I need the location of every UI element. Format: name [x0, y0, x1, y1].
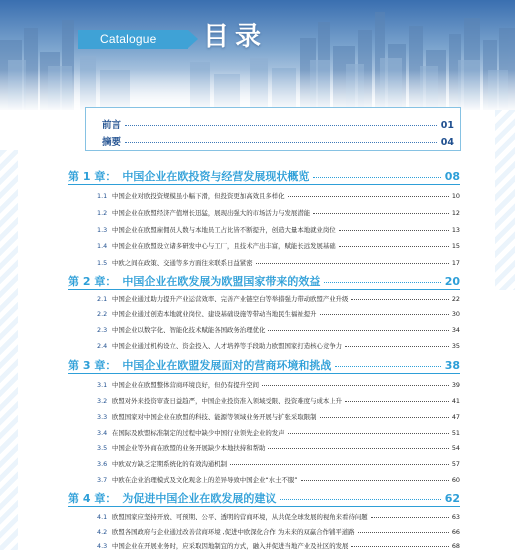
toc-entry-page: 01	[440, 120, 454, 131]
item-text: 欧盟国家对中国企业在欧盟的科技、能源等领域业务开展与扩张采取限制	[112, 413, 317, 421]
chapter-page: 20	[444, 275, 460, 288]
item-page: 10	[451, 192, 460, 200]
dot-leader	[324, 282, 440, 283]
dot-leader	[268, 448, 448, 449]
item-number: 1.2	[97, 209, 108, 217]
toc-item[interactable]	[97, 325, 460, 337]
toc-item[interactable]	[97, 294, 460, 306]
dot-leader	[371, 517, 449, 518]
dot-leader	[230, 464, 449, 465]
item-page: 13	[451, 226, 460, 234]
banner-fade-overlay	[0, 70, 515, 110]
chapter-number: 第 1 章：	[68, 170, 117, 183]
toc-item[interactable]	[97, 443, 460, 455]
dot-leader	[256, 263, 449, 264]
toc-item[interactable]	[97, 241, 460, 253]
item-page: 35	[451, 342, 460, 350]
item-number: 2.2	[97, 310, 108, 318]
item-text: 中欧在企业治理模式及文化观念上的差异导致中国企业“水土不服”	[112, 476, 298, 484]
dot-leader	[345, 346, 449, 347]
front-matter-box	[85, 107, 461, 151]
dot-leader	[351, 546, 448, 547]
chapter-page: 08	[444, 170, 460, 183]
item-text: 中欧双方缺乏定期系统化的有效沟通机制	[112, 460, 228, 468]
item-page: 15	[451, 242, 460, 250]
dot-leader	[313, 177, 440, 178]
toc-entry-label: 摘要	[102, 137, 122, 148]
item-text: 中国企业在欧盟整体营商环境良好，但仍有提升空间	[112, 381, 259, 389]
dot-leader	[125, 125, 437, 126]
item-page: 22	[451, 295, 460, 303]
item-number: 1.3	[97, 226, 108, 234]
chapter-divider	[68, 506, 460, 507]
item-number: 3.3	[97, 413, 108, 421]
item-text: 中国企业在欧盟雇佣员人数与本地员工占比皆不断提升，创造大量本地就业岗位	[112, 226, 336, 234]
toc-item[interactable]	[97, 309, 460, 321]
item-number: 2.3	[97, 326, 108, 334]
item-page: 39	[451, 381, 460, 389]
item-text: 在国际及欧盟标准制定的过程中缺少中国行业领先企业的发声	[112, 429, 285, 437]
item-page: 63	[451, 513, 460, 521]
chapter-title: 中国企业在欧投资与经营发展现状概览	[122, 170, 310, 183]
item-text: 欧盟各国政府与企业通过改善营商环境 ,促进中欧深化合作 为未来的双赢合作铺平道路	[112, 528, 355, 536]
header-banner	[0, 0, 515, 110]
item-page: 57	[451, 460, 460, 468]
dot-leader	[339, 246, 449, 247]
toc-item[interactable]	[97, 512, 460, 524]
item-text: 欧盟国家应坚持开放、可预期、公平、透明的营商环境，从共促全球发展的视角来看待问题	[112, 513, 368, 521]
item-number: 2.4	[97, 342, 108, 350]
chapter-title: 为促进中国企业在欧发展的建议	[122, 492, 277, 505]
item-number: 4.3	[97, 542, 108, 550]
page-title: 目录	[203, 22, 268, 52]
catalogue-tag: Catalogue	[78, 30, 188, 49]
dot-leader	[262, 385, 449, 386]
item-text: 中欧之间在政策、交通等多方面往来联系日益紧密	[112, 259, 253, 267]
chapter-divider	[68, 289, 460, 290]
item-page: 47	[451, 413, 460, 421]
chapter-title: 中国企业在欧盟发展面对的营商环境和挑战	[122, 359, 332, 372]
toc-item[interactable]	[97, 191, 460, 203]
item-text: 中国企业等外商在欧盟的业务开展缺少本地扶持和帮助	[112, 444, 266, 452]
chapter-divider	[68, 373, 460, 374]
chapter-number: 第 3 章：	[68, 359, 117, 372]
item-text: 中国企业通过机构设立、资金投入、人才培养等手段助力欧盟国家打造核心竞争力	[112, 342, 343, 350]
item-number: 1.4	[97, 242, 108, 250]
chapter-page: 38	[444, 359, 460, 372]
item-number: 4.1	[97, 513, 108, 521]
item-text: 欧盟对外来投资审查日益趋严，中国企业投资准入领域受限、投资难度与成本上升	[112, 397, 343, 405]
item-page: 68	[451, 542, 460, 550]
item-page: 66	[451, 528, 460, 536]
item-page: 54	[451, 444, 460, 452]
toc-item[interactable]	[97, 396, 460, 408]
item-number: 3.4	[97, 429, 108, 437]
dot-leader	[320, 417, 449, 418]
toc-entry-page: 04	[440, 137, 454, 148]
item-text: 中国企业对欧投资规模虽小幅下滑，但投资更加高效且多样化	[112, 192, 285, 200]
toc-item[interactable]	[97, 380, 460, 392]
dot-leader	[339, 230, 449, 231]
dot-leader	[351, 299, 448, 300]
item-text: 中国企业通过助力提升产业运营效率、完善产业链空白等举措强力带动欧盟产业升级	[112, 295, 349, 303]
dot-leader	[288, 196, 449, 197]
toc-item[interactable]	[97, 428, 460, 440]
item-page: 51	[451, 429, 460, 437]
item-page: 34	[451, 326, 460, 334]
toc-entry-label: 前言	[102, 120, 122, 131]
item-page: 60	[451, 476, 460, 484]
item-page: 17	[451, 259, 460, 267]
toc-item[interactable]	[97, 527, 460, 539]
chapter-title: 中国企业在欧发展为欧盟国家带来的效益	[122, 275, 321, 288]
chapter-number: 第 2 章：	[68, 275, 117, 288]
dot-leader	[268, 330, 448, 331]
item-text: 中国企业在欧盟经济产值增长迅猛，展现出强大的市场活力与发展潜能	[112, 209, 311, 217]
dot-leader	[345, 401, 449, 402]
item-text: 中国企业在开展业务时，应采取因地制宜的方式，融入并促进当地产业及社区的发展	[112, 542, 349, 550]
dot-leader	[313, 213, 449, 214]
item-number: 3.6	[97, 460, 108, 468]
dot-leader	[280, 499, 440, 500]
toc-item[interactable]	[97, 341, 460, 353]
toc-entry-preface[interactable]	[102, 117, 454, 131]
dot-leader	[301, 480, 449, 481]
toc-item[interactable]	[97, 225, 460, 237]
item-number: 1.1	[97, 192, 108, 200]
item-page: 30	[451, 310, 460, 318]
decorative-stripe-left	[0, 150, 18, 550]
chapter-page: 62	[444, 492, 460, 505]
item-number: 3.7	[97, 476, 108, 484]
item-page: 41	[451, 397, 460, 405]
toc-item[interactable]	[97, 541, 460, 550]
item-number: 4.2	[97, 528, 108, 536]
chapter-number: 第 4 章：	[68, 492, 117, 505]
toc-item[interactable]	[97, 459, 460, 471]
item-number: 1.5	[97, 259, 108, 267]
dot-leader	[125, 142, 437, 143]
decorative-stripe-right	[495, 110, 515, 290]
item-text: 中国企业以数字化、智能化技术赋能各国政务治理优化	[112, 326, 266, 334]
toc-item[interactable]	[97, 475, 460, 487]
item-page: 12	[451, 209, 460, 217]
dot-leader	[358, 532, 449, 533]
item-number: 3.2	[97, 397, 108, 405]
item-text: 中国企业在欧盟设立诸多研发中心与工厂，且技术产出丰富，赋能长远发展基础	[112, 242, 336, 250]
toc-item[interactable]	[97, 208, 460, 220]
toc-item[interactable]	[97, 412, 460, 424]
dot-leader	[320, 314, 449, 315]
dot-leader	[288, 433, 449, 434]
chapter-divider	[68, 184, 460, 185]
dot-leader	[335, 366, 440, 367]
toc-item[interactable]	[97, 258, 460, 270]
item-text: 中国企业通过创造本地就业岗位、建设基础设施等带动当地民生福祉提升	[112, 310, 317, 318]
item-number: 3.1	[97, 381, 108, 389]
item-number: 3.5	[97, 444, 108, 452]
toc-entry-abstract[interactable]	[102, 134, 454, 148]
item-number: 2.1	[97, 295, 108, 303]
